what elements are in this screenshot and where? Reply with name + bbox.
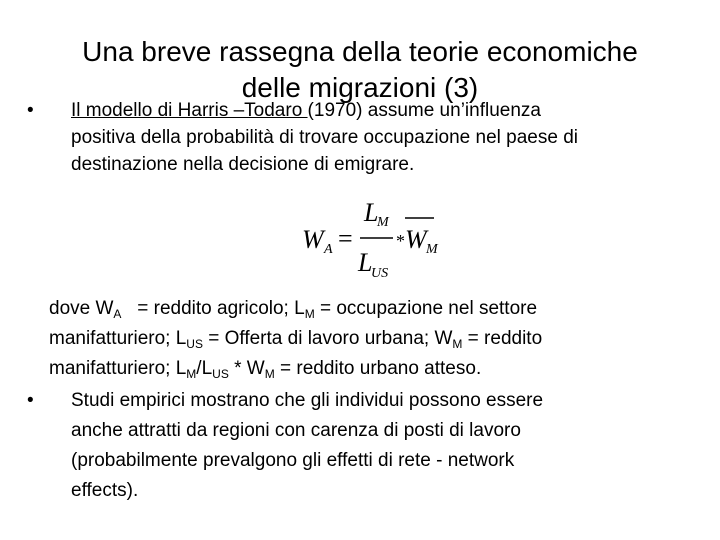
bullet-text-line-3: destinazione nella decisione di emigrare.	[71, 154, 415, 175]
def-sub: M	[304, 307, 315, 321]
title-line-1: Una breve rassegna della teorie economiche	[82, 36, 638, 67]
def-text: * W	[228, 358, 265, 379]
formula-rhs: W	[405, 225, 427, 254]
formula-lhs: W	[302, 225, 324, 254]
bullet2-line-4: effects).	[71, 480, 139, 501]
def-sub: M	[264, 367, 275, 381]
bullet-text	[71, 97, 671, 178]
formula-denominator-sub: US	[371, 266, 389, 281]
bullet2-line-3: (probabilmente prevalgono gli effetti di rete - network	[71, 450, 515, 471]
formula-graphic	[300, 192, 440, 282]
definitions-line-1	[49, 294, 669, 324]
formula-equals: =	[338, 224, 353, 253]
bullet-text	[71, 386, 661, 506]
bullet2-line-2: anche attratti da regioni con carenza di posti di lavoro	[71, 420, 521, 441]
def-sub: M	[452, 337, 463, 351]
bullet-marker: •	[27, 390, 34, 411]
harris-todaro-link[interactable]: Il modello di Harris –Todaro	[71, 100, 308, 121]
def-text: manifatturiero; L	[49, 328, 187, 349]
formula-rhs-sub: M	[426, 242, 438, 257]
variable-definitions	[49, 294, 669, 384]
def-text: dove W	[49, 298, 114, 319]
harris-todaro-formula	[300, 192, 440, 282]
title-line-2: delle migrazioni (3)	[241, 72, 479, 103]
def-text: = Offerta di lavoro urbana; W	[202, 328, 453, 349]
def-sub: M	[186, 367, 197, 381]
formula-lhs-sub: A	[324, 242, 333, 257]
def-text: /L	[196, 358, 213, 379]
def-sub: A	[113, 307, 122, 321]
formula-numerator: L	[364, 198, 379, 227]
def-text: = reddito	[462, 328, 543, 349]
def-text: = reddito urbano atteso.	[274, 358, 482, 379]
def-sub: US	[186, 337, 203, 351]
bullet-text-line-1: (1970) assume un’influenza	[307, 100, 541, 121]
formula-times: *	[396, 231, 405, 251]
def-sub: US	[212, 367, 229, 381]
def-text: manifatturiero; L	[49, 358, 187, 379]
definitions-line-3	[49, 354, 669, 384]
definitions-line-2	[49, 324, 669, 354]
def-text: = reddito agricolo; L	[121, 298, 305, 319]
bullet-marker: •	[27, 100, 34, 121]
formula-denominator: L	[358, 248, 373, 277]
bullet2-line-1: Studi empirici mostrano che gli individui possono essere	[71, 390, 544, 411]
bullet-text-line-2: positiva della probabilità di trovare occupazione nel paese di	[71, 127, 578, 148]
slide-title	[40, 34, 680, 106]
formula-numerator-sub: M	[377, 215, 389, 230]
def-text: = occupazione nel settore	[314, 298, 538, 319]
